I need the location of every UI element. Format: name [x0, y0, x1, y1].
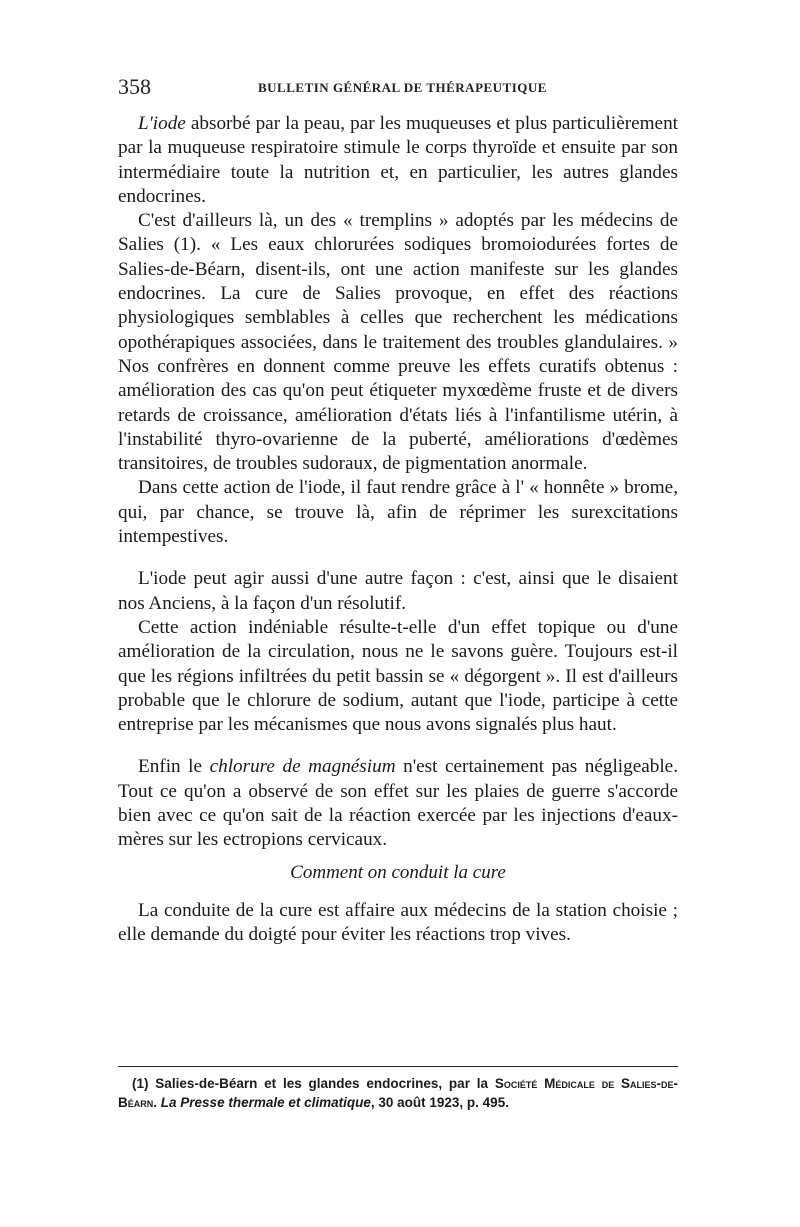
paragraph-resolutif: L'iode peut agir aussi d'une autre façon : c'est, ainsi que le disaient nos Anciens, à la façon d'un résolutif. [118, 568, 678, 614]
paragraph-conduite: La conduite de la cure est affaire aux médecins de la station choisie ; elle demande du doigté pour éviter les réactions trop vives. [118, 899, 678, 946]
body-text [118, 112, 678, 948]
paragraph-gap [118, 549, 678, 567]
paragraph-brome: Dans cette action de l'iode, il faut rendre grâce à l' « honnête » brome, qui, par chance, se trouve là, afin de réprimer les surexcitations intempestives. [118, 477, 678, 548]
paragraph-tremplins: C'est d'ailleurs là, un des « tremplins » adoptés par les médecins de Salies (1). « Les eaux chlorurées sodiques bromoiodurées fortes de Salies-de-Béarn, disent-ils, ont une action manifeste sur les glandes endocrines. La cure de Salies provoque, en effet des réactions physiologiques semblables à celles que recherchent les médications opothérapiques associées, dans le traitement des troubles glandulaires. » Nos confrères en donnent comme preuve les effets curatifs obtenus : amélioration des cas qu'on peut étiqueter myxœdème fruste et de divers retards de croissance, amélioration d'états liés à l'infantilisme utérin, à l'instabilité thyro-ovarienne de la puberté, améliorations d'œdèmes transitoires, de troubles sudoraux, de pigmentation anormale. [118, 210, 678, 475]
footnote-society: Société Médicale de Salies-de-Béarn [118, 1076, 679, 1110]
footnote-part-a: Salies-de-Béarn et les glandes endocrines, par la [148, 1076, 495, 1091]
footnote-text [118, 1074, 678, 1112]
term-chlorure-magnesium: chlorure de magnésium [209, 756, 396, 778]
footnote-journal: La Presse thermale et climatique [160, 1095, 371, 1110]
footnote [118, 1074, 678, 1112]
page-number: 358 [118, 74, 151, 99]
footnote-part-c: , 30 août 1923, p. 495. [370, 1095, 509, 1110]
paragraph-magnesium [118, 755, 678, 852]
running-head [118, 74, 678, 104]
paragraph-text: absorbé par la peau, par les muqueuses et plus particulièrement par la muqueuse respiratoire stimule le corps thyroïde et ensuite par son intermédiaire toute la nutrition et, en particulier, les autres glandes endocrines. [118, 113, 678, 207]
paragraph-gap [118, 737, 678, 755]
paragraph-circulation: Cette action indéniable résulte-t-elle d'un effet topique ou d'une amélioration de la circulation, nous ne le savons guère. Toujours est-il que les régions infiltrées du petit bassin se « dégorgent ». Il est d'ailleurs probable que le chlorure de sodium, autant que l'iode, participe à cette entreprise par les mécanismes que nous avons signalés plus haut. [118, 616, 678, 736]
paragraph-iode [118, 112, 678, 209]
section-heading: Comment on conduit la cure [290, 861, 506, 883]
footnote-marker: (1) [132, 1076, 149, 1091]
journal-title: BULLETIN GÉNÉRAL DE THÉRAPEUTIQUE [258, 80, 547, 95]
footnote-rule [118, 1066, 678, 1067]
paragraph-text: n'est certainement pas négligeable. Tout ce qu'on a observé de son effet sur les plaies de guerre s'accorde bien avec ce qu'on sait de la réaction exercée par les injections d'eaux-mères sur les ectropions cervicaux. [118, 756, 678, 851]
paragraph-pre: Enfin le [138, 756, 210, 778]
term-iode: L'iode [138, 113, 186, 134]
footnote-part-b: . [153, 1095, 161, 1110]
